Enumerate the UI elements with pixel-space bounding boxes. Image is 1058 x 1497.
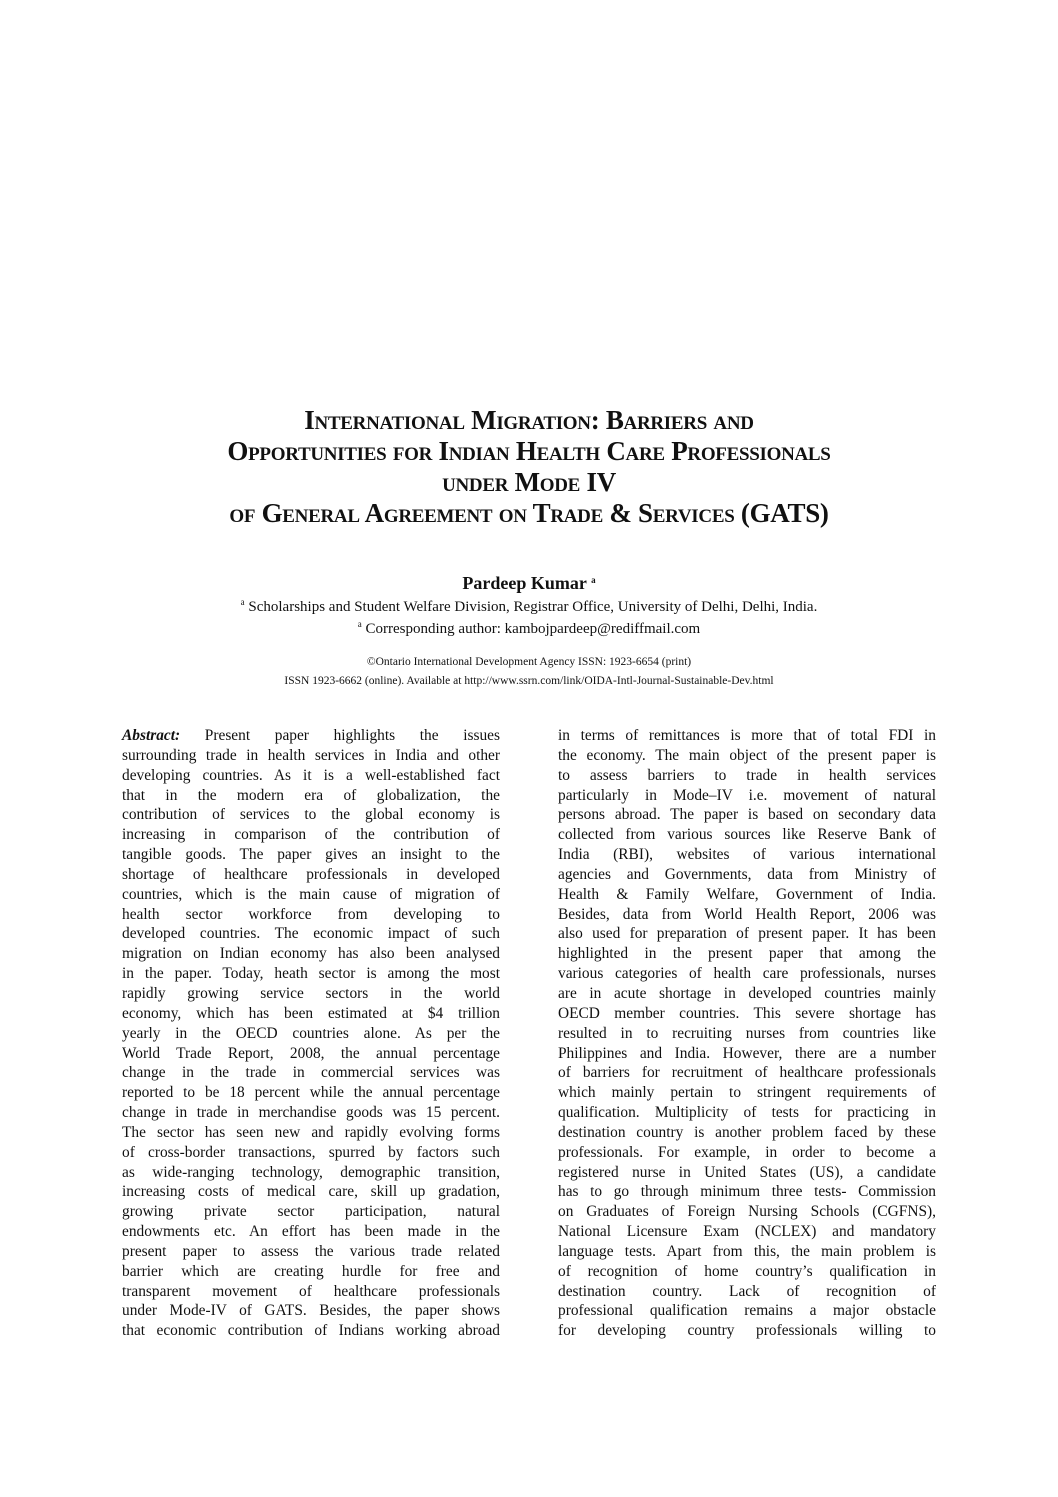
text-line: health sector workforce from developing to (122, 905, 500, 923)
title-line-1: International Migration: Barriers and (304, 405, 754, 435)
text-line: has to go through minimum three tests- Commission (558, 1183, 936, 1201)
text-line: of cross-border transactions, spurred by factors such (122, 1143, 500, 1161)
text-line: yearly in the OECD countries alone. As per the (122, 1024, 500, 1042)
issn-online: ISSN 1923-6662 (online). Available at http://www.ssrn.com/link/OIDA-Intl-Journal-Sustainable-Dev.html (284, 675, 774, 687)
text-line (122, 726, 500, 746)
author-name-text: Pardeep Kumar (462, 573, 587, 593)
affiliation-superscript: a (240, 597, 245, 607)
text-line: various categories of health care professionals, nurses (558, 965, 936, 983)
text-line: which mainly pertain to stringent requirements of (558, 1084, 936, 1102)
text-line: also used for preparation of present paper. It has been (558, 925, 936, 943)
text-line: for developing country professionals willing to (558, 1322, 936, 1340)
text-line: are in acute shortage in developed countries mainly (558, 984, 936, 1002)
text-line: National Licensure Exam (NCLEX) and mandatory (558, 1223, 936, 1241)
text-line: that economic contribution of Indians working abroad (122, 1322, 500, 1340)
text-line: under Mode-IV of GATS. Besides, the paper shows (122, 1302, 500, 1320)
text-line: growing private sector participation, natural (122, 1203, 500, 1221)
text-line: Besides, data from World Health Report, 2006 was (558, 905, 936, 923)
text-line: resulted in to recruiting nurses from countries like (558, 1024, 936, 1042)
text-line: rapidly growing service sectors in the world (122, 984, 500, 1002)
text-line: collected from various sources like Reserve Bank of (558, 826, 936, 844)
corresponding-superscript: a (357, 619, 362, 629)
text-line: qualification. Multiplicity of tests for practicing in (558, 1104, 936, 1122)
corresponding-author (0, 619, 1058, 638)
text-line: endowments etc. An effort has been made in the (122, 1223, 500, 1241)
text-line: in the paper. Today, heath sector is among the most (122, 965, 500, 983)
text-line: contribution of services to the global economy is (122, 806, 500, 824)
text-line: countries, which is the main cause of migration of (122, 885, 500, 903)
text-line: destination country is another problem faced by these (558, 1123, 936, 1141)
text-line: Health & Family Welfare, Government of India. (558, 885, 936, 903)
text-line: developing countries. As it is a well-established fact (122, 766, 500, 784)
affiliation-text: Scholarships and Student Welfare Division, Registrar Office, University of Delhi, Delhi, India. (248, 599, 818, 615)
text-line: Philippines and India. However, there are a number (558, 1044, 936, 1062)
abstract-column-left (122, 726, 500, 1341)
text-line: particularly in Mode–IV i.e. movement of natural (558, 786, 936, 804)
text-line: World Trade Report, 2008, the annual percentage (122, 1044, 500, 1062)
text-line: increasing costs of medical care, skill up gradation, (122, 1183, 500, 1201)
text-line: present paper to assess the various trade related (122, 1242, 500, 1260)
text-line: shortage of healthcare professionals in developed (122, 865, 500, 883)
author-name (0, 573, 1058, 594)
text-line: professional qualification remains a major obstacle (558, 1302, 936, 1320)
text-line: change in trade in merchandise goods was 15 percent. (122, 1104, 500, 1122)
author-superscript: a (591, 575, 596, 585)
text-line: in terms of remittances is more that of total FDI in (558, 727, 936, 744)
text-line: registered nurse in United States (US), a candidate (558, 1163, 936, 1181)
text-line: migration on Indian economy has also been analysed (122, 945, 500, 963)
text-line: persons abroad. The paper is based on secondary data (558, 806, 936, 824)
affiliation (0, 597, 1058, 616)
title-line-2: Opportunities for Indian Health Care Professionals (227, 436, 831, 466)
text-line: barrier which are creating hurdle for free and (122, 1262, 500, 1280)
text-line: OECD member countries. This severe shortage has (558, 1004, 936, 1022)
text-line: change in the trade in commercial services was (122, 1064, 500, 1082)
text-line: highlighted in the present paper that among the (558, 945, 936, 963)
paper-title (0, 405, 1058, 529)
text-line: reported to be 18 percent while the annual percentage (122, 1084, 500, 1102)
text-line: on Graduates of Foreign Nursing Schools (CGFNS), (558, 1203, 936, 1221)
text-line: of recognition of home country’s qualification in (558, 1262, 936, 1280)
abstract-text: Present paper highlights the issues (180, 727, 500, 744)
text-line: India (RBI), websites of various international (558, 846, 936, 864)
text-line: the economy. The main object of the present paper is (558, 746, 936, 764)
text-line: transparent movement of healthcare professionals (122, 1282, 500, 1300)
title-line-3: under Mode IV (442, 467, 616, 497)
text-line: to assess barriers to trade in health services (558, 766, 936, 784)
text-line: professionals. For example, in order to become a (558, 1143, 936, 1161)
text-line: surrounding trade in health services in India and other (122, 746, 500, 764)
text-line: developed countries. The economic impact of such (122, 925, 500, 943)
text-line: agencies and Governments, data from Ministry of (558, 865, 936, 883)
issn-print: ©Ontario International Development Agency ISSN: 1923-6654 (print) (366, 656, 692, 668)
text-line: as wide-ranging technology, demographic transition, (122, 1163, 500, 1181)
text-line: economy, which has been estimated at $4 trillion (122, 1004, 500, 1022)
text-line: of barriers for recruitment of healthcare professionals (558, 1064, 936, 1082)
abstract-column-right (558, 726, 936, 1341)
text-line: that in the modern era of globalization, the (122, 786, 500, 804)
text-line: The sector has seen new and rapidly evolving forms (122, 1123, 500, 1141)
title-line-4: of General Agreement on Trade & Services (GATS) (229, 498, 829, 528)
text-line: tangible goods. The paper gives an insight to the (122, 846, 500, 864)
abstract-label: Abstract: (122, 727, 181, 744)
text-line: increasing in comparison of the contribution of (122, 826, 500, 844)
corresponding-text: Corresponding author: kambojpardeep@rediffmail.com (365, 621, 701, 637)
text-line: destination country. Lack of recognition of (558, 1282, 936, 1300)
text-line: language tests. Apart from this, the main problem is (558, 1242, 936, 1260)
